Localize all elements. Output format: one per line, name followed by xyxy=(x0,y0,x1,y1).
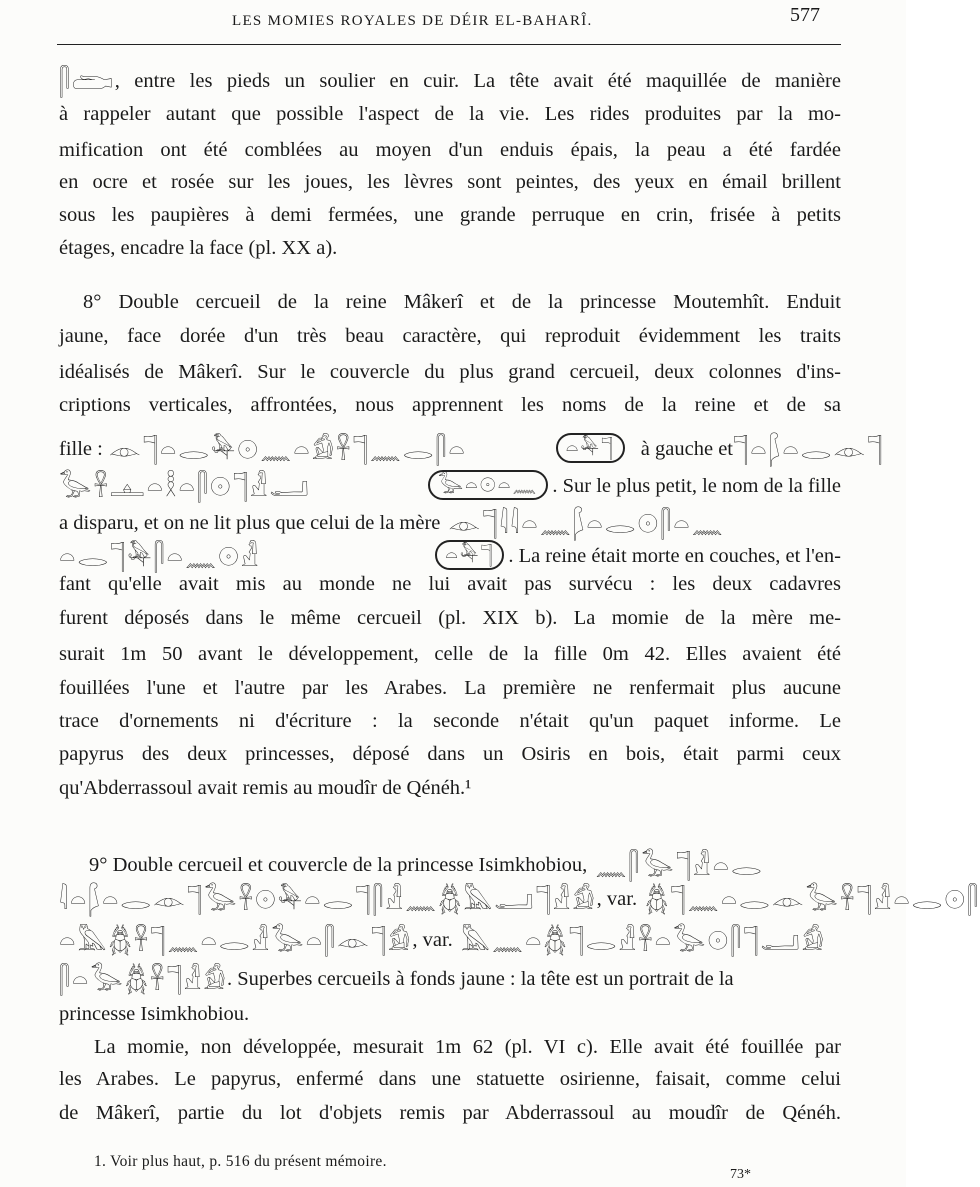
text-line xyxy=(59,608,841,629)
text-line xyxy=(59,744,841,765)
line-text: criptions verticales, affrontées, nous apprennent les noms de la reine et de sa xyxy=(59,394,841,416)
hieroglyph-group: 𓊹𓏏𓆄𓏏𓂋𓁹𓊹 xyxy=(733,436,885,466)
line-text: papyrus des deux princesses, déposé dans un Osiris en bois, était parmi ceux xyxy=(59,743,841,765)
line-text: . Superbes cercueils à fonds jaune : la tête est un portrait de la xyxy=(227,968,734,990)
signature-mark: 73* xyxy=(730,1167,751,1182)
text-line xyxy=(59,884,980,916)
text-line xyxy=(59,238,841,259)
hieroglyph-group: 𓏏𓂋𓊹𓅆𓋴𓏏𓈖𓇳𓁐 xyxy=(59,543,261,573)
text-line xyxy=(59,395,841,416)
line-text: princesse Isimkhobiou. xyxy=(59,1003,250,1025)
text-line xyxy=(59,326,841,347)
cartouche: 𓏏𓅆𓊹 xyxy=(435,540,504,570)
line-text: furent déposés dans le même cercueil (pl. XIX b). La momie de la mère me- xyxy=(59,607,841,629)
text-line xyxy=(59,574,841,595)
line-text: étages, encadre la face (pl. XX a). xyxy=(59,237,338,259)
text-line xyxy=(59,172,841,193)
hieroglyph-group: 𓋴𓂧 xyxy=(59,68,115,98)
text-line xyxy=(59,778,841,799)
text-line xyxy=(59,964,841,996)
line-text: a disparu, et on ne lit plus que celui de la mère xyxy=(59,512,441,534)
text-line xyxy=(59,1004,841,1025)
line-text: idéalisés de Mâkerî. Sur le couvercle du plus grand cercueil, deux colonnes d'ins- xyxy=(59,361,841,383)
line-text: , entre les pieds un soulier en cuir. La tête avait été maquillée de manière xyxy=(114,70,841,92)
line-text: les Arabes. Le papyrus, enfermé dans une statuette osirienne, faisait, comme celui xyxy=(59,1068,841,1090)
hieroglyph-group: 𓇋𓏏𓆄𓏏𓂋𓁹𓊹𓅭𓋹𓇳𓅆𓏏𓂋𓊹𓋴𓁐𓈖𓆣𓅓𓂝𓊹𓁐𓀁 xyxy=(59,886,597,916)
text-line xyxy=(59,1069,841,1090)
footnote: 1. Voir plus haut, p. 516 du présent mémoire. xyxy=(94,1153,387,1170)
line-text: jaune, face dorée d'un très beau caractère, qui reproduit évidemment les traits xyxy=(59,325,841,347)
line-text: . Sur le plus petit, le nom de la fille xyxy=(552,475,841,497)
line-text: fille : xyxy=(59,438,103,460)
hieroglyph-group: 𓁹𓊹𓏏𓂋𓅆𓇳𓈖𓏏𓀁𓋹𓊹𓈖𓂋𓋴𓏏 xyxy=(108,436,467,466)
text-line xyxy=(59,205,841,226)
text-line xyxy=(59,678,841,699)
line-text: de Mâkerî, partie du lot d'objets remis par Abderrassoul au moudîr de Qénéh. xyxy=(59,1102,841,1124)
cartouche: 𓅭𓏏𓇳𓏏𓈖 xyxy=(428,470,548,500)
text-line xyxy=(59,104,841,125)
line-text: . La reine était morte en couches, et l'en- xyxy=(508,545,841,567)
text-line xyxy=(83,292,841,313)
text-line xyxy=(59,925,841,957)
line-text: , var. xyxy=(596,888,638,910)
line-text: fant qu'elle avait mis au monde ne lui avait pas survécu : les deux cadavres xyxy=(59,573,841,595)
text-line xyxy=(59,433,885,466)
line-text: fouillées l'une et l'autre par les Arabes. La première ne renfermait plus aucune xyxy=(59,677,841,699)
text-line xyxy=(89,850,841,882)
text-line xyxy=(59,140,841,161)
cartouche: 𓏏𓅆𓊹 xyxy=(556,433,625,463)
line-text: qu'Abderrassoul avait remis au moudîr de Qénéh.¹ xyxy=(59,777,472,799)
text-line xyxy=(59,66,841,98)
text-line xyxy=(59,508,841,540)
text-line xyxy=(59,644,841,665)
text-line xyxy=(59,540,841,573)
text-line xyxy=(59,362,841,383)
header-rule xyxy=(57,44,841,45)
hieroglyph-group: 𓈖𓋴𓅭𓊹𓁐𓏏𓂋 xyxy=(595,852,764,882)
hieroglyph-group: 𓁹𓊹𓇋𓇋𓏏𓈖𓆄𓏏𓂋𓇳𓋴𓏏𓈖 xyxy=(448,510,725,540)
hieroglyph-group: 𓏏𓅓𓆣𓋹𓊹𓈖𓏏𓂋𓁐𓅭𓏏𓋴𓁹𓊹𓀁 xyxy=(59,927,413,957)
hieroglyph-group: 𓅓𓈖𓏏𓆣𓊹𓂋𓁐𓋹𓏏𓅭𓇳𓋴𓊹𓂝𓀁 xyxy=(460,927,826,957)
text-line xyxy=(59,1103,841,1124)
text-line xyxy=(59,470,841,503)
line-text: en ocre et rosée sur les joues, les lèvres sont peintes, des yeux en émail brillent xyxy=(59,171,841,193)
line-text: sous les paupières à demi fermées, une grande perruque en crin, frisée à petits xyxy=(59,204,841,226)
line-text: à rappeler autant que possible l'aspect de la vie. Les rides produites par la mo- xyxy=(59,103,841,125)
line-text: 9° Double cercueil et couvercle de la princesse Isimkhobiou, xyxy=(89,854,588,876)
line-text: trace d'ornements ni d'écriture : la seconde n'était qu'un paquet informe. Le xyxy=(59,710,841,732)
line-text: , var. xyxy=(412,929,453,951)
line-text: surait 1m 50 avant le développement, celle de la fille 0m 42. Elles avaient été xyxy=(59,643,841,665)
line-text: à gauche et xyxy=(640,438,733,460)
page-number: 577 xyxy=(790,4,820,26)
hieroglyph-group: 𓅭𓋹𓊵𓏏𓎛𓏏𓋴𓇳𓊹𓁐𓂝 xyxy=(59,473,311,503)
hieroglyph-group: 𓋴𓏏𓅭𓆣𓋹𓊹𓁐𓀁 xyxy=(59,966,228,996)
line-text: La momie, non développée, mesurait 1m 62 (pl. VI c). Elle avait été fouillée par xyxy=(94,1036,841,1058)
text-line xyxy=(59,711,841,732)
text-line xyxy=(94,1037,841,1058)
line-text: mification ont été comblées au moyen d'un enduis épais, la peau a été fardée xyxy=(59,139,841,161)
line-text: 8° Double cercueil de la reine Mâkerî et de la princesse Moutemhît. Enduit xyxy=(83,291,841,313)
running-title: LES MOMIES ROYALES DE DÉIR EL-BAHARÎ. xyxy=(232,13,593,29)
hieroglyph-group: 𓆣𓊹𓈖𓏏𓂋𓁹𓅭𓋹𓊹𓁐𓏏𓂋𓇳𓋴 xyxy=(645,886,980,916)
